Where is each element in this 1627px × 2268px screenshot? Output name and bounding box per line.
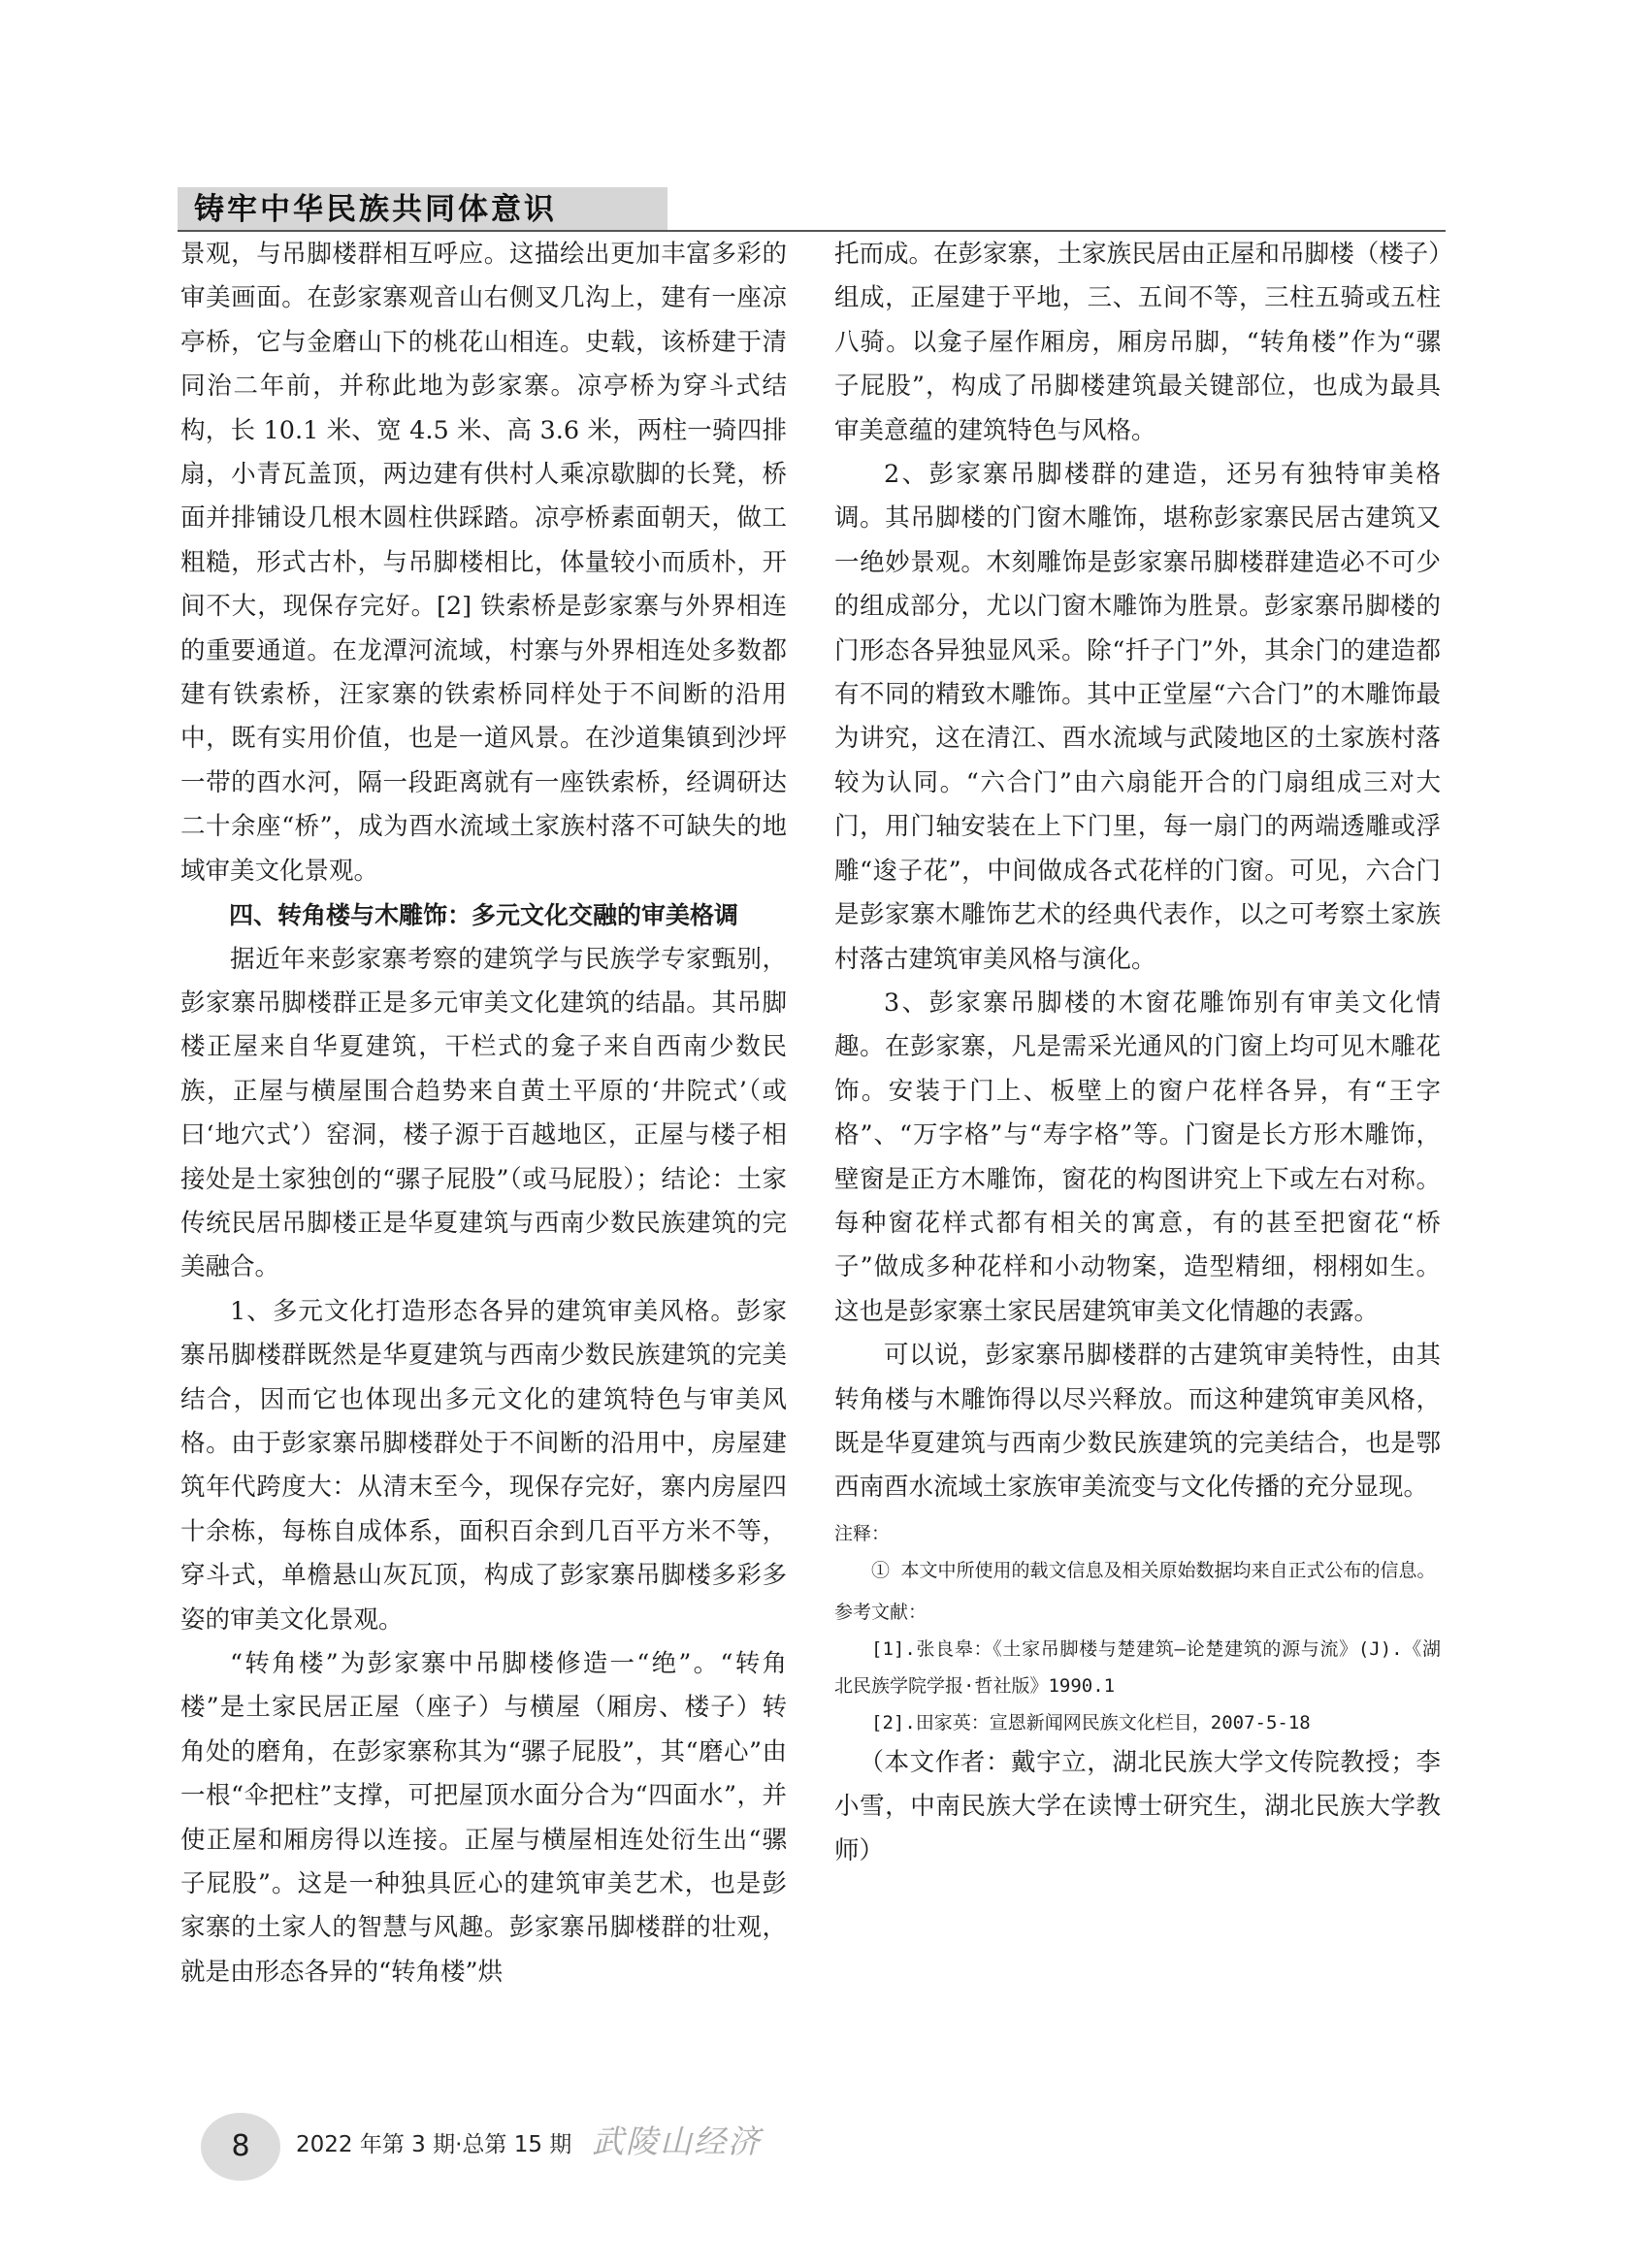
footnote: ① 本文中所使用的载文信息及相关原始数据均来自正式公布的信息。	[871, 1559, 1436, 1581]
reference-item: [1].张良皋：《土家吊脚楼与楚建筑—论楚建筑的源与流》(J).《湖北民族学院学报·哲社版》1990.1	[834, 1637, 1441, 1697]
paragraph: 1、多元文化打造形态各异的建筑审美风格。彭家寨吊脚楼群既然是华夏建筑与西南少数民族建筑的完美结合，因而它也体现出多元文化的建筑特色与审美风格。由于彭家寨吊脚楼群处于不间断的沿用中，房屋建筑年代跨度大：从清末至今，现保存完好，寨内房屋四十余栋，每栋自成体系，面积百余到几百平方米不等，穿斗式，单檐悬山灰瓦顶，构成了彭家寨吊脚楼多彩多姿的审美文化景观。	[180, 1296, 787, 1635]
paragraph: “转角楼”为彭家寨中吊脚楼修造一“绝”。“转角楼”是土家民居正屋（座子）与横屋（厢房、楼子）转角处的磨角，在彭家寨称其为“骡子屁股”，其“磨心”由一根“伞把柱”支撑，可把屋顶水面分合为“四面水”，并使正屋和厢房得以连接。正屋与横屋相连处衍生出“骡子屁股”。这是一种独具匠心的建筑审美艺术，也是彭家寨的土家人的智慧与风趣。彭家寨吊脚楼群的壮观，就是由形态各异的“转角楼”烘	[180, 1649, 787, 1987]
left-column	[180, 233, 787, 1994]
notes-label: 注释：	[834, 1522, 891, 1544]
header-rule	[178, 230, 1446, 232]
page-number: 8	[231, 2129, 250, 2163]
paragraph: 托而成。在彭家寨，土家族民居由正屋和吊脚楼（楼子）组成，正屋建于平地，三、五间不等，三柱五骑或五柱八骑。以龛子屋作厢房，厢房吊脚，“转角楼”作为“骡子屁股”，构成了吊脚楼建筑最关键部位，也成为最具审美意蕴的建筑特色与风格。	[834, 240, 1441, 445]
paragraph: 据近年来彭家寨考察的建筑学与民族学专家甄别，彭家寨吊脚楼群正是多元审美文化建筑的结晶。其吊脚楼正屋来自华夏建筑，干栏式的龛子来自西南少数民族，正屋与横屋围合趋势来自黄土平原的‘井院式’（或曰‘地穴式’）窑洞，楼子源于百越地区，正屋与楼子相接处是土家独创的“骡子屁股”（或马屁股）；结论：土家传统民居吊脚楼正是华夏建筑与西南少数民族建筑的完美融合。	[180, 944, 787, 1282]
paragraph: 景观，与吊脚楼群相互呼应。这描绘出更加丰富多彩的审美画面。在彭家寨观音山右侧叉几沟上，建有一座凉亭桥，它与金磨山下的桃花山相连。史载，该桥建于清同治二年前，并称此地为彭家寨。凉亭桥为穿斗式结构，长 10.1 米、宽 4.5 米、高 3.6 米，两柱一骑四排扇，小青瓦盖顶，两边建有供村人乘凉歇脚的长凳，桥面并排铺设几根木圆柱供踩踏。凉亭桥素面朝天，做工粗糙，形式古朴，与吊脚楼相比，体量较小而质朴，开间不大，现保存完好。[2] 铁索桥是彭家寨与外界相连的重要通道。在龙潭河流域，村寨与外界相连处多数都建有铁索桥，汪家寨的铁索桥同样处于不间断的沿用中，既有实用价值，也是一道风景。在沙道集镇到沙坪一带的酉水河，隔一段距离就有一座铁索桥，经调研达二十余座“桥”，成为酉水流域土家族村落不可缺失的地域审美文化景观。	[180, 240, 787, 886]
paragraph: 3、彭家寨吊脚楼的木窗花雕饰别有审美文化情趣。在彭家寨，凡是需采光通风的门窗上均可见木雕花饰。安装于门上、板壁上的窗户花样各异，有“王字格”、“万字格”与“寿字格”等。门窗是长方形木雕饰，壁窗是正方木雕饰，窗花的构图讲究上下或左右对称。每种窗花样式都有相关的寓意，有的甚至把窗花“桥子”做成多种花样和小动物案，造型精细，栩栩如生。这也是彭家寨土家民居建筑审美文化情趣的表露。	[834, 988, 1441, 1326]
running-header-title: 铸牢中华民族共同体意识	[194, 192, 557, 227]
paragraph: 可以说，彭家寨吊脚楼群的古建筑审美特性，由其转角楼与木雕饰得以尽兴释放。而这种建筑审美风格，既是华夏建筑与西南少数民族建筑的完美结合，也是鄂西南酉水流域土家族审美流变与文化传播的充分显现。	[834, 1341, 1441, 1503]
paragraph: 2、彭家寨吊脚楼群的建造，还另有独特审美格调。其吊脚楼的门窗木雕饰，堪称彭家寨民居古建筑又一绝妙景观。木刻雕饰是彭家寨吊脚楼群建造必不可少的组成部分，尤以门窗木雕饰为胜景。彭家寨吊脚楼的门形态各异独显风采。除“扦子门”外，其余门的建造都有不同的精致木雕饰。其中正堂屋“六合门”的木雕饰最为讲究，这在清江、酉水流域与武陵地区的土家族村落较为认同。“六合门”由六扇能开合的门扇组成三对大门，用门轴安装在上下门里，每一扇门的两端透雕或浮雕“逡子花”，中间做成各式花样的门窗。可见，六合门是彭家寨木雕饰艺术的经典代表作，以之可考察土家族村落古建筑审美风格与演化。	[834, 460, 1441, 974]
reference-item: [2].田家英：宣恩新闻网民族文化栏目，2007-5-18	[871, 1711, 1311, 1733]
notes-section	[834, 1516, 1441, 1741]
section-heading: 四、转角楼与木雕饰：多元文化交融的审美格调	[229, 901, 739, 930]
author-info: （本文作者：戴宇立，湖北民族大学文传院教授；李小雪，中南民族大学在读博士研究生，湖北民族大学教师）	[834, 1747, 1441, 1865]
right-column	[834, 233, 1441, 1873]
issue-info: 2022 年第 3 期·总第 15 期	[296, 2132, 572, 2157]
journal-logo: 武陵山经济	[592, 2122, 762, 2160]
references-label: 参考文献：	[834, 1601, 927, 1623]
